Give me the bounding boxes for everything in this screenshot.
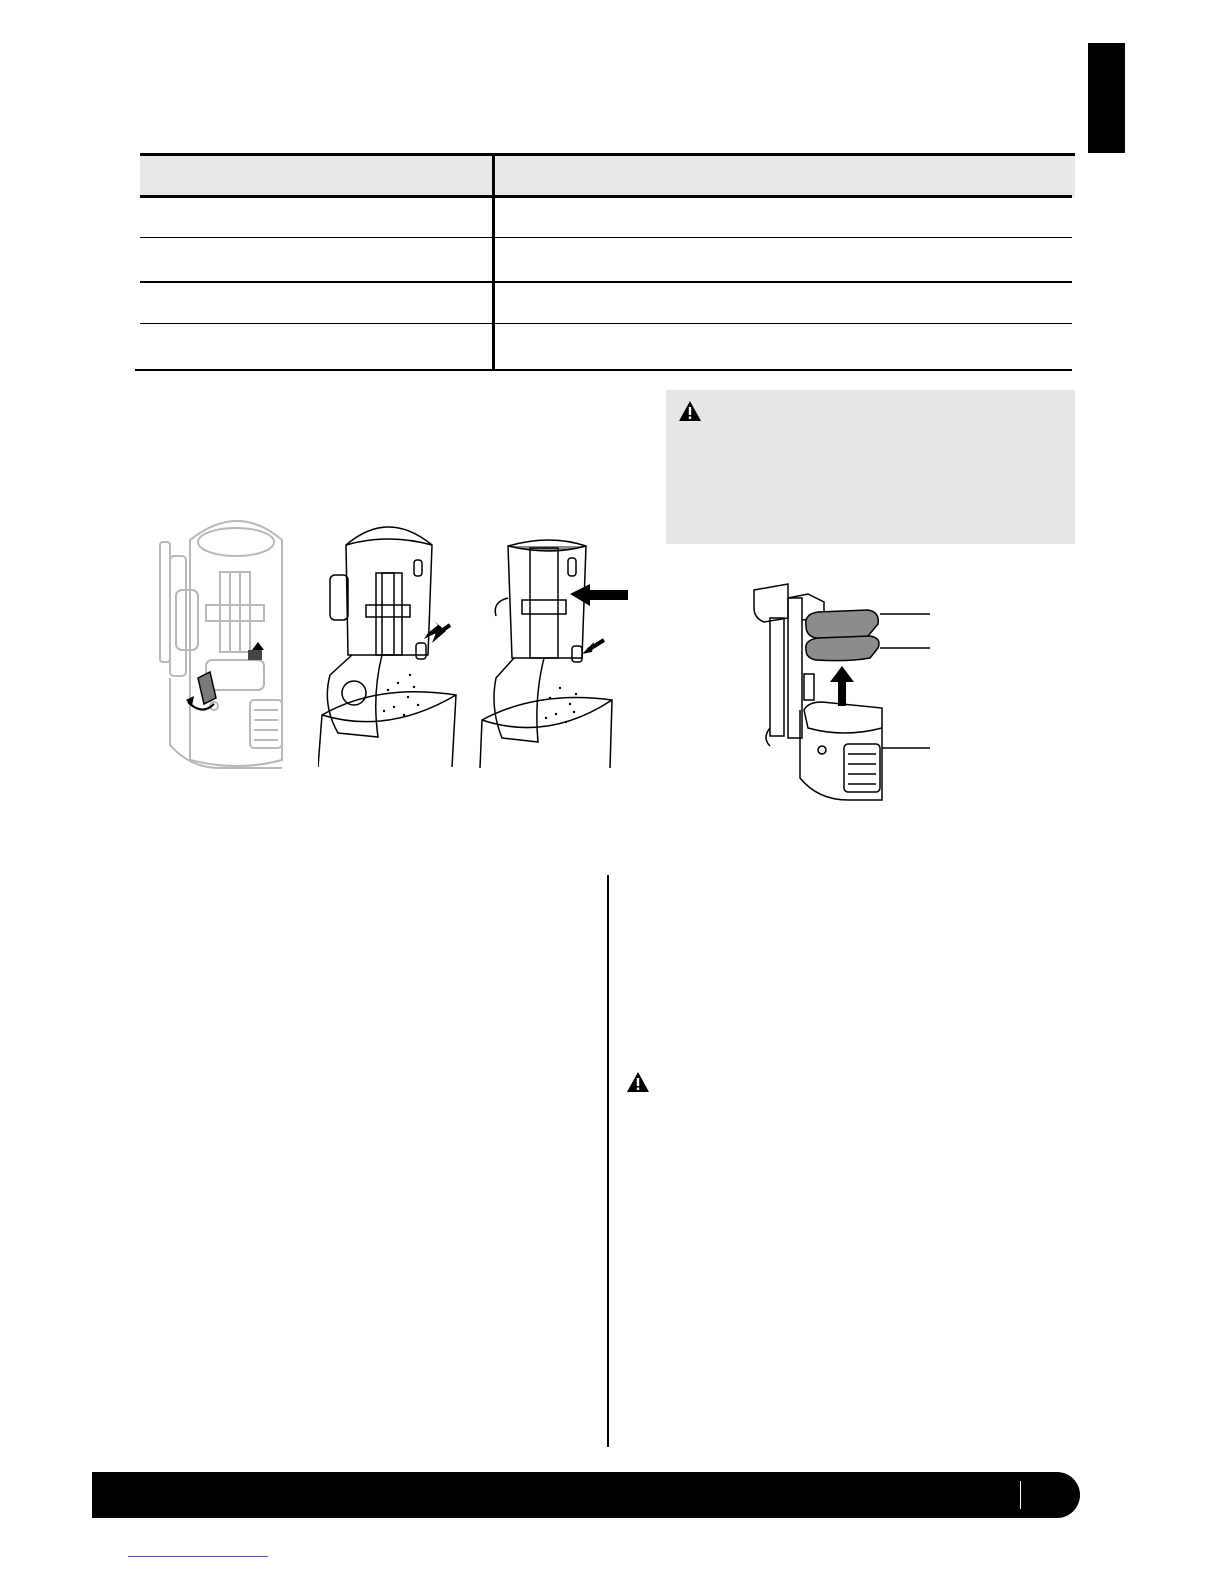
table-header-rule — [140, 195, 1072, 198]
footer-bar — [92, 1472, 1080, 1518]
warning-box — [666, 390, 1075, 544]
table-header — [140, 156, 1075, 198]
empty-dust-cup-illustration — [318, 515, 468, 767]
table-column-rule — [492, 153, 495, 371]
table-row-rule — [140, 323, 1072, 324]
warning-triangle-icon — [626, 1071, 650, 1093]
info-table — [140, 153, 1075, 371]
press-release-tab-illustration — [478, 538, 630, 768]
footer-link[interactable] — [128, 1556, 268, 1557]
footer-separator — [1020, 1481, 1021, 1509]
vacuum-release-illustration — [150, 510, 295, 772]
filter-removal-illustration — [748, 578, 938, 802]
column-divider — [607, 875, 609, 1447]
language-tab — [1088, 43, 1125, 153]
table-row-rule — [140, 237, 1072, 238]
warning-triangle-icon — [678, 400, 702, 422]
table-bottom-rule — [495, 369, 1072, 371]
table-row-rule — [140, 281, 1072, 283]
